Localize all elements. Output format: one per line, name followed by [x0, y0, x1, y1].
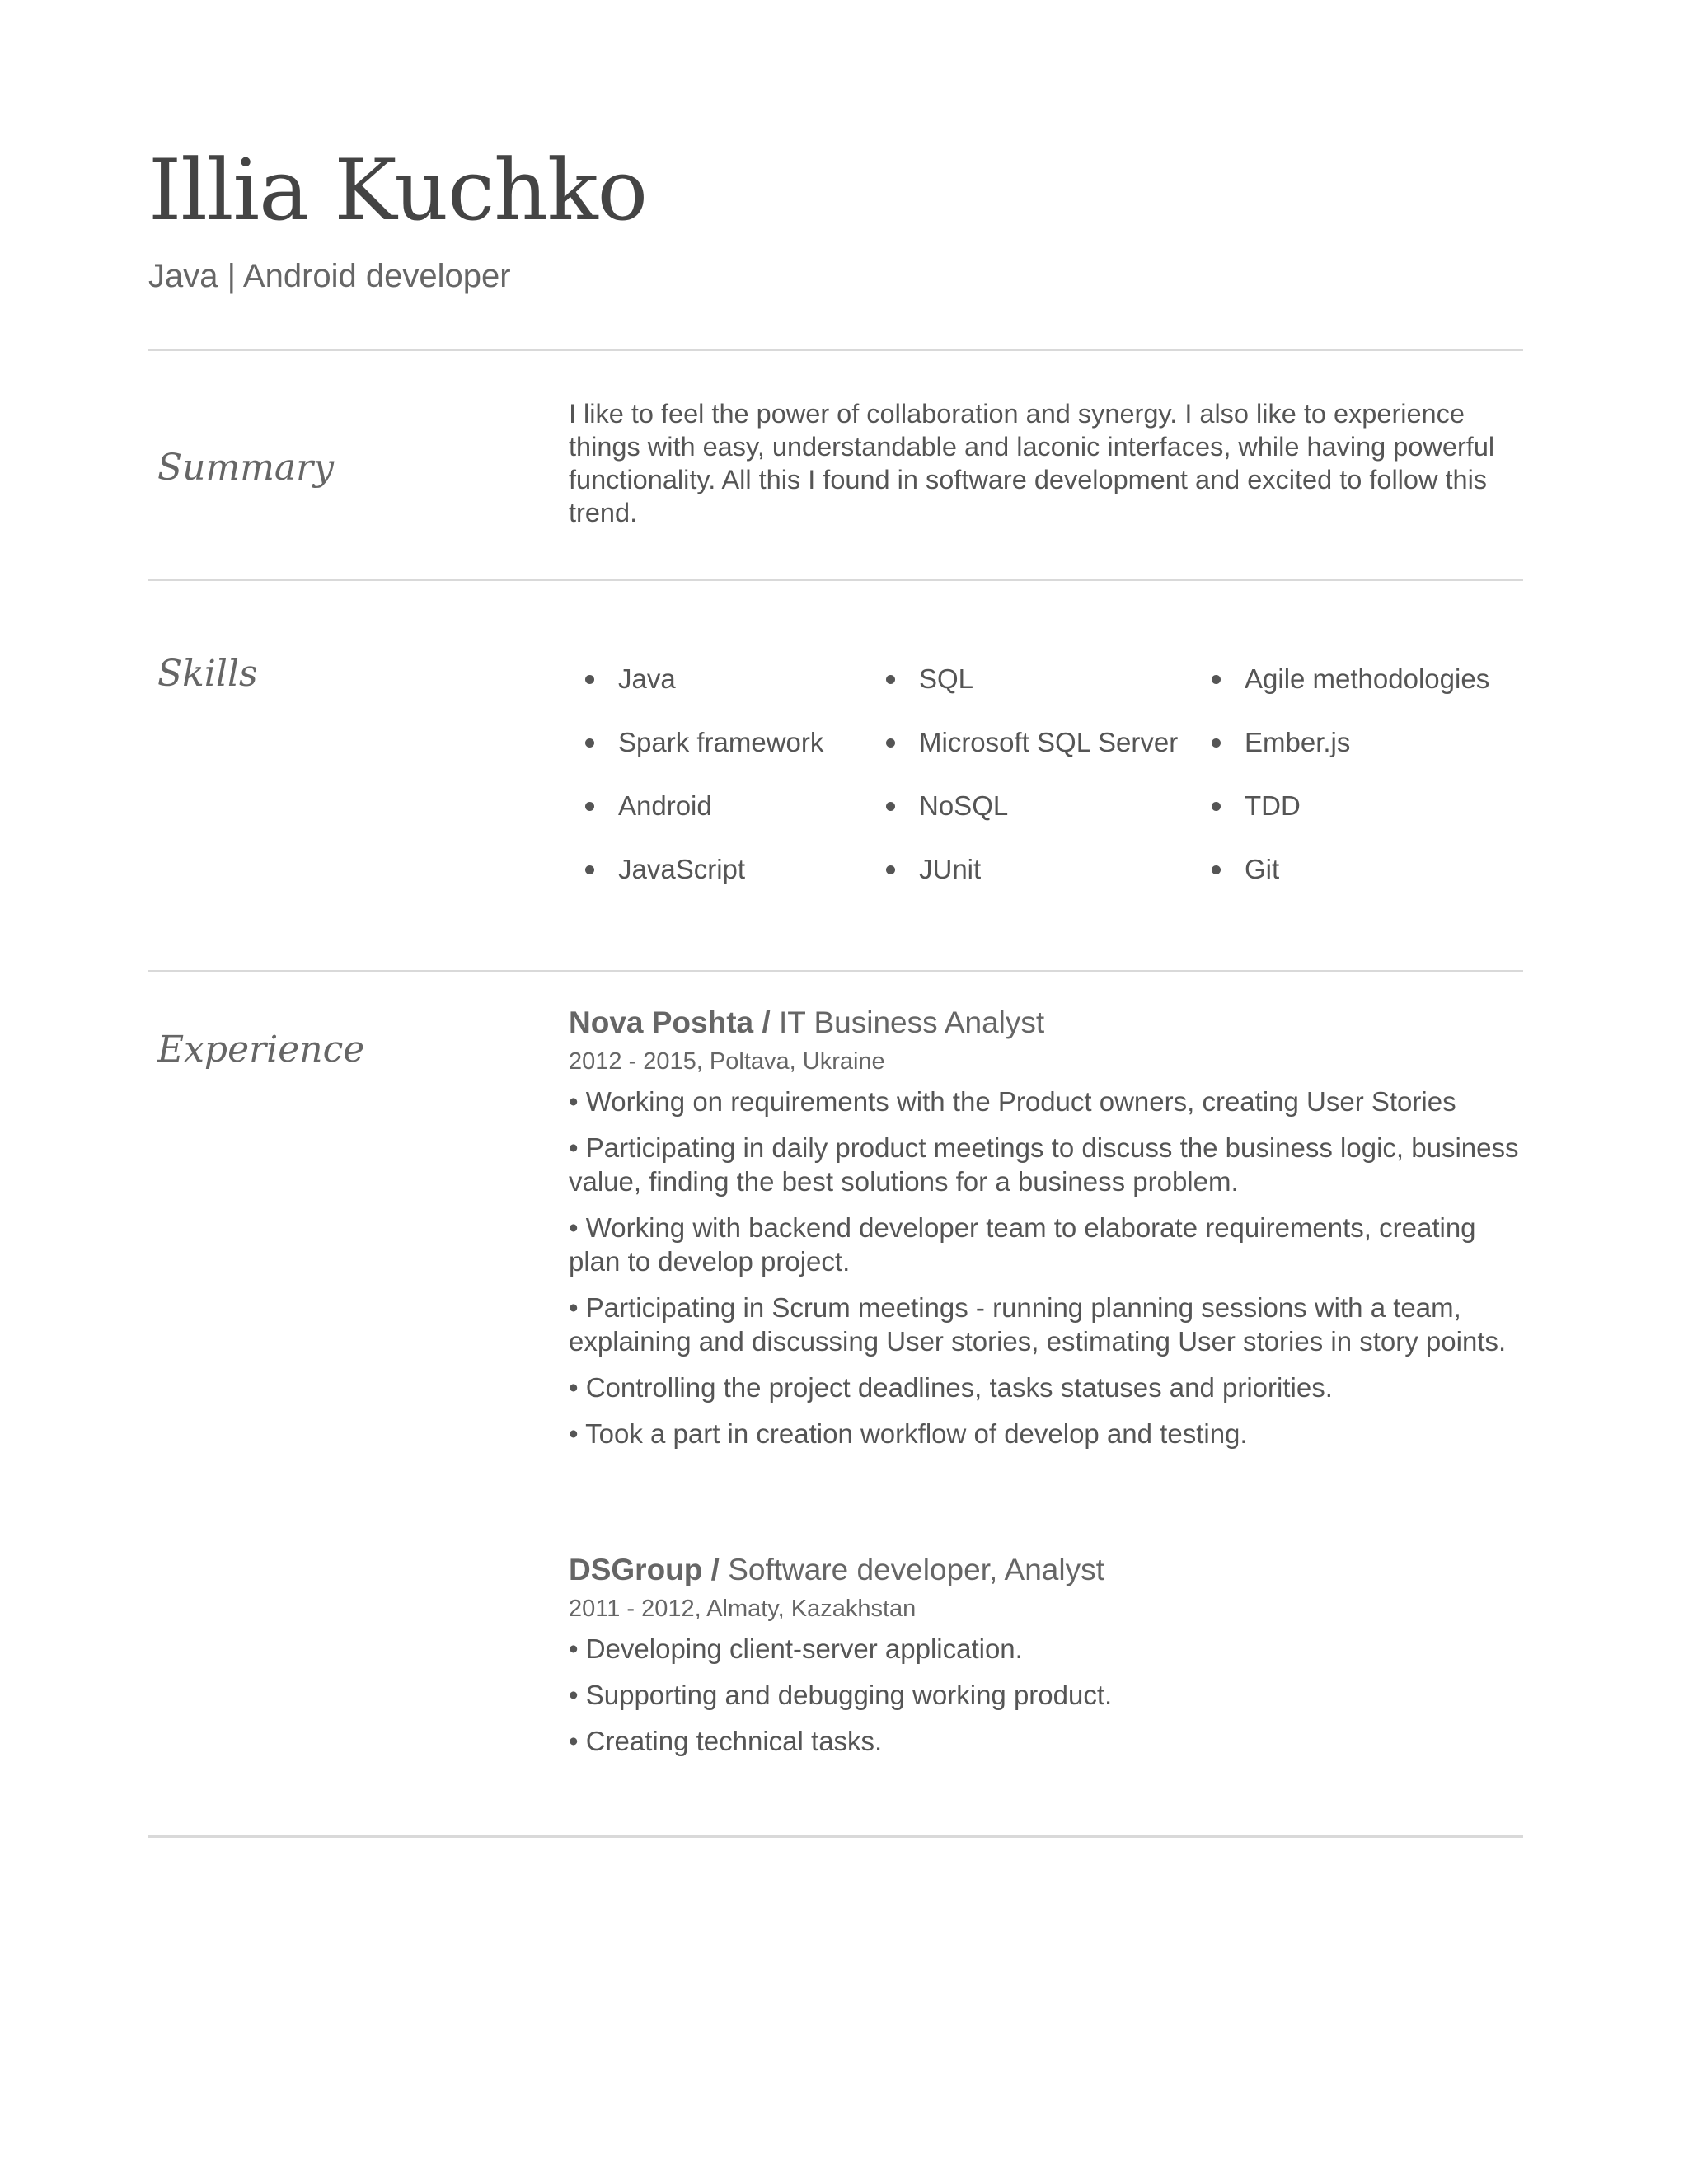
job-bullet: • Working with backend developer team to elaborate requirements, creating plan to develop project.	[569, 1212, 1476, 1277]
job-company: DSGroup	[569, 1553, 703, 1586]
job-bullet: • Supporting and debugging working product.	[569, 1680, 1113, 1710]
skill-item: Git	[1245, 854, 1280, 884]
job-bullet: • Took a part in creation workflow of develop and testing.	[569, 1418, 1248, 1449]
summary-text: I like to feel the power of collaboration and synergy. I also like to experience things with easy, understandable and laconic interfaces, while having powerful functionality. All this I found in software development and excited to follow this trend.	[569, 399, 1495, 527]
summary-heading: Summary	[157, 447, 335, 489]
divider	[148, 579, 1523, 581]
job-entry	[569, 1004, 1525, 1463]
job-dates-location: 2012 - 2015, Poltava, Ukraine	[569, 1048, 885, 1075]
job-company: Nova Poshta	[569, 1005, 754, 1039]
job-dates-location: 2011 - 2012, Almaty, Kazakhstan	[569, 1596, 917, 1622]
skill-item: Ember.js	[1245, 727, 1351, 757]
job-role: IT Business Analyst	[778, 1005, 1045, 1039]
skill-item: Agile methodologies	[1245, 663, 1490, 694]
skill-item: Android	[618, 790, 712, 821]
job-heading	[569, 1551, 1525, 1589]
job-bullet: • Controlling the project deadlines, tasks statuses and priorities.	[569, 1372, 1333, 1403]
skill-item: Spark framework	[618, 727, 824, 757]
job-bullet: • Participating in daily product meetings to discuss the business logic, business value, finding the best solutions for a business problem.	[569, 1132, 1519, 1197]
job-separator: /	[702, 1553, 729, 1586]
job-separator: /	[753, 1005, 779, 1039]
experience-heading: Experience	[157, 1029, 365, 1071]
job-bullet: • Creating technical tasks.	[569, 1726, 883, 1756]
skill-item: JavaScript	[618, 854, 746, 884]
job-entry	[569, 1551, 1525, 1770]
job-bullet: • Developing client-server application.	[569, 1633, 1023, 1664]
divider	[148, 970, 1523, 972]
skill-item: Java	[618, 663, 676, 694]
skills-heading: Skills	[157, 653, 258, 695]
job-heading	[569, 1004, 1525, 1042]
job-bullet: • Working on requirements with the Product owners, creating User Stories	[569, 1086, 1456, 1117]
skill-item: SQL	[919, 663, 974, 694]
candidate-name: Illia Kuchko	[148, 142, 648, 240]
skill-item: TDD	[1245, 790, 1301, 821]
divider	[148, 349, 1523, 351]
divider	[148, 1835, 1523, 1838]
candidate-title: Java | Android developer	[148, 258, 511, 294]
skill-item: Microsoft SQL Server	[919, 727, 1179, 757]
job-role: Software developer, Analyst	[728, 1553, 1104, 1586]
skills-list	[569, 663, 1525, 926]
job-bullet: • Participating in Scrum meetings - running planning sessions with a team, explaining and discussing User stories, estimating User stories in story points.	[569, 1292, 1507, 1357]
skill-item: JUnit	[919, 854, 982, 884]
skill-item: NoSQL	[919, 790, 1009, 821]
